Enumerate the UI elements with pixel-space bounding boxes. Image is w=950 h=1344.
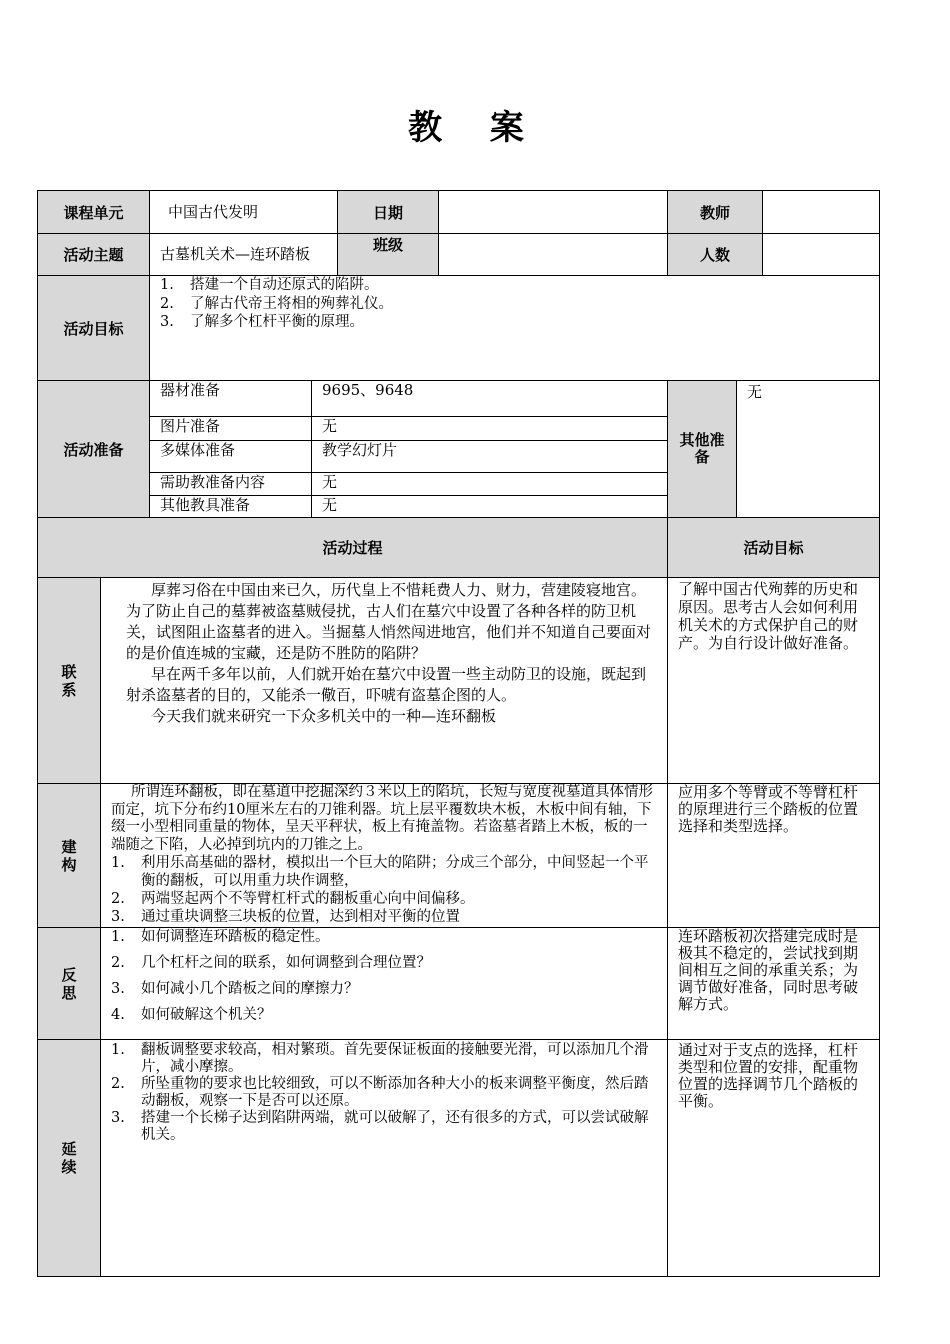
list-item-text: 如何破解这个机关？ — [141, 1007, 272, 1023]
yanxu-goal: 通过对于支点的选择，杠杆类型和位置的安排，配重物位置的选择调节几个踏板的平衡。 — [668, 1040, 880, 1277]
teacher-label: 教师 — [668, 190, 763, 234]
list-item-text: 搭建一个自动还原式的陷阱。 — [190, 277, 379, 293]
prep-value: 教学幻灯片 — [312, 441, 668, 473]
process-header: 活动过程 — [37, 518, 668, 578]
list-item — [111, 954, 659, 972]
list-item-number: 3. — [111, 1110, 125, 1126]
list-item-text: 搭建一个长梯子达到陷阱两端，就可以破解了，还有很多的方式，可以尝试破解机关。 — [141, 1110, 649, 1143]
list-item-number: 1. — [160, 277, 174, 293]
yanxu-content — [101, 1040, 668, 1277]
list-item-text: 所坠重物的要求也比较细致，可以不断添加各种大小的板来调整平衡度，然后踏动翻板，观察一下是否可以还原。 — [141, 1076, 649, 1109]
date-label: 日期 — [338, 190, 439, 234]
list-item — [111, 890, 659, 908]
list-item — [160, 276, 879, 295]
list-item-text: 了解多个杠杆平衡的原理。 — [190, 314, 364, 330]
class-value — [439, 234, 668, 276]
list-item-text: 通过重块调整三块板的位置，达到相对平衡的位置 — [141, 909, 460, 925]
class-label: 班级 — [338, 234, 439, 276]
list-item — [111, 1042, 659, 1076]
goal-header: 活动目标 — [668, 518, 880, 578]
jiangou-goal: 应用多个等臂或不等臂杠杆的原理进行三个踏板的位置选择和类型选择。 — [668, 784, 880, 928]
teacher-value — [763, 190, 880, 234]
lianxi-content — [101, 578, 668, 784]
list-item — [111, 1006, 659, 1024]
lianxi-goal: 了解中国古代殉葬的历史和原因。思考古人会如何利用机关术的方式保护自己的财产。为自行设计做好准备。 — [668, 578, 880, 784]
date-value — [439, 190, 668, 234]
list-item-text: 利用乐高基础的器材，模拟出一个巨大的陷阱；分成三个部分，中间竖起一个平衡的翻板，可以用重力块作调整， — [141, 855, 649, 889]
preparation-label: 活动准备 — [37, 381, 150, 518]
theme-value: 古墓机关术—连环踏板 — [150, 234, 338, 276]
list-item-number: 3. — [111, 981, 125, 997]
list-item-number: 1. — [111, 1042, 125, 1058]
other-prep-value: 无 — [737, 381, 880, 518]
list-item-number: 3. — [160, 314, 174, 330]
jiangou-paragraph: 所谓连环翻板，即在墓道中挖掘深约３米以上的陷坑，长短与宽度视墓道具体情形而定，坑下分布约10厘米左右的刀锥利器。坑上层平覆数块木板，木板中间有轴，下缀一小型相同重量的物体，呈天平秤状，板上有掩盖物。若盗墓者踏上木板，板的一端随之下陷，人必掉到坑内的刀锥之上。 — [111, 784, 653, 853]
list-item-number: 3. — [111, 909, 125, 925]
list-item-text: 如何调整连环踏板的稳定性。 — [141, 929, 330, 945]
fansi-goal: 连环踏板初次搭建完成时是极其不稳定的，尝试找到期间相互之间的承重关系；为调节做好准备，同时思考破解方式。 — [668, 928, 880, 1040]
list-item — [111, 908, 659, 926]
count-label: 人数 — [668, 234, 763, 276]
jiangou-content — [101, 784, 668, 928]
prep-key: 器材准备 — [150, 381, 312, 417]
list-item — [160, 295, 879, 314]
list-item — [111, 980, 659, 998]
list-item — [111, 1076, 659, 1110]
lianxi-paragraph-2: 早在两千多年以前，人们就开始在墓穴中设置一些主动防卫的设施，既起到射杀盗墓者的目的，又能杀一儆百，吓唬有盗墓企图的人。 — [126, 665, 647, 704]
list-item-number: 2. — [111, 955, 125, 971]
list-item-text: 了解古代帝王将相的殉葬礼仪。 — [190, 295, 393, 312]
list-item-number: 2. — [111, 891, 125, 907]
prep-key: 图片准备 — [150, 417, 312, 441]
list-item-number: 4. — [111, 1007, 125, 1023]
section-label-yanxu: 延续 — [37, 1040, 101, 1277]
list-item — [160, 313, 879, 332]
goals-list — [150, 276, 880, 381]
list-item-number: 1. — [111, 855, 125, 871]
prep-value: 无 — [312, 496, 668, 518]
prep-value: 9695、9648 — [312, 381, 668, 417]
prep-value: 无 — [312, 417, 668, 441]
list-item-number: 1. — [111, 929, 125, 945]
list-item — [111, 928, 659, 946]
prep-key: 多媒体准备 — [150, 441, 312, 473]
list-item — [111, 1110, 659, 1144]
list-item — [111, 854, 659, 890]
prep-key: 需助教准备内容 — [150, 473, 312, 496]
theme-label: 活动主题 — [37, 234, 150, 276]
section-label-jiangou: 建构 — [37, 784, 101, 928]
goals-label: 活动目标 — [37, 276, 150, 381]
section-label-fansi: 反思 — [37, 928, 101, 1040]
other-prep-label: 其他准备 — [668, 381, 737, 518]
list-item-text: 几个杠杆之间的联系，如何调整到合理位置？ — [141, 955, 431, 971]
list-item-number: 2. — [111, 1076, 125, 1092]
list-item-text: 两端竖起两个不等臂杠杆式的翻板重心向中间偏移。 — [141, 891, 475, 907]
prep-key: 其他教具准备 — [150, 496, 312, 518]
list-item-number: 2. — [160, 295, 174, 312]
section-label-lianxi: 联系 — [37, 578, 101, 784]
prep-value: 无 — [312, 473, 668, 496]
count-value — [763, 234, 880, 276]
course-unit-label: 课程单元 — [37, 190, 150, 234]
page-title: 教 案 — [408, 108, 542, 148]
course-unit-value: 中国古代发明 — [150, 190, 338, 234]
list-item-text: 如何减小几个踏板之间的摩擦力？ — [141, 981, 359, 997]
fansi-content — [101, 928, 668, 1040]
lianxi-paragraph-3: 今天我们就来研究一下众多机关中的一种—连环翻板 — [151, 707, 497, 725]
list-item-text: 翻板调整要求较高，相对繁琐。首先要保证板面的接触要光滑，可以添加几个滑片，减小摩擦。 — [141, 1042, 649, 1075]
lianxi-paragraph-1: 厚葬习俗在中国由来已久，历代皇上不惜耗费人力、财力，营建陵寝地宫。为了防止自己的墓葬被盗墓贼侵扰，古人们在墓穴中设置了各种各样的防卫机关，试图阻止盗墓者的进入。当掘墓人悄然闯进地宫，他们并不知道自己要面对的是价值连城的宝藏，还是防不胜防的陷阱？ — [126, 581, 652, 662]
